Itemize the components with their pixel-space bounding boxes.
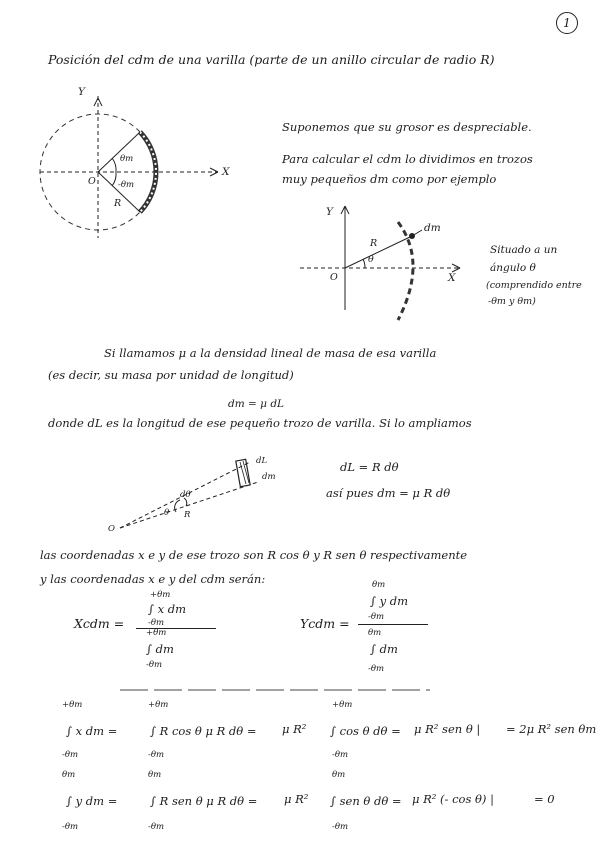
ycdm-num-upper: θm [372,580,386,590]
xcdm-label: Xcdm = [74,616,125,631]
fig3-r-label: R [184,510,191,520]
ycdm-num-lower: -θm [368,612,385,622]
fig2-x-axis-label: X [448,272,456,284]
fig2-origin-label: O [330,272,338,283]
fig3-dl-label: dL [256,456,268,466]
xcdm-num-upper: +θm [150,590,171,600]
int2-lower-3: -θm [332,822,349,832]
xcdm-numerator: ∫ x dm [148,602,187,616]
fig1-neg-theta-label: -θm [118,180,135,190]
ycdm-numerator: ∫ y dm [370,594,409,608]
fig2-dm-label: dm [424,222,441,234]
int1-part-f: = 2μ R² sen θm [506,722,597,736]
fig1-origin-label: O [88,176,96,187]
int2-upper-1: θm [62,770,76,780]
intro-line-3: muy pequeños dm como por ejemplo [282,172,497,186]
ycdm-den-upper: θm [368,628,382,638]
int1-part-a: ∫ x dm = [66,724,118,738]
int2-part-e: μ R² (- cos θ) | [412,792,494,806]
int1-lower-3: -θm [332,750,349,760]
int2-part-a: ∫ y dm = [66,794,118,808]
xcdm-den-upper: +θm [146,628,167,638]
note-line-2: ángulo θ [490,262,536,274]
int1-part-e: μ R² sen θ | [414,722,481,736]
ycdm-denominator: ∫ dm [370,642,398,656]
note-line-4: -θm y θm) [488,296,536,307]
fig3-origin-label: O [108,524,115,534]
int2-lower-1: -θm [62,822,79,832]
fig1-y-axis-label: Y [78,86,85,98]
fig1-x-axis-label: X [222,166,230,178]
xcdm-den-lower: -θm [146,660,163,670]
ycdm-den-lower: -θm [368,664,385,674]
int2-part-f: = 0 [534,792,555,806]
int2-lower-2: -θm [148,822,165,832]
fig2-y-axis-label: Y [326,206,333,218]
intro-line-2: Para calcular el cdm lo dividimos en trozos [282,152,533,166]
intro-line-1: Suponemos que su grosor es despreciable. [282,120,532,134]
int1-lower-2: -θm [148,750,165,760]
density-formula: dm = μ dL [228,398,285,410]
xcdm-num-lower: -θm [148,618,165,628]
int1-upper-2: +θm [148,700,169,710]
int2-part-c: μ R² [284,792,309,806]
int1-upper-3: +θm [332,700,353,710]
fig2-radius-label: R [370,238,378,249]
fig1-radius-label: R [114,198,122,209]
int2-upper-2: θm [148,770,162,780]
coords-line-1: las coordenadas x e y de ese trozo son R cos θ y R sen θ respectivamente [40,548,468,562]
int1-part-b: ∫ R cos θ μ R dθ = [150,724,257,738]
density-line-1: Si llamamos μ a la densidad lineal de masa de esa varilla [104,346,437,360]
fig2-theta-label: θ [368,254,374,265]
int1-upper-1: +θm [62,700,83,710]
eq-dm: así pues dm = μ R dθ [326,486,451,500]
fig1-theta-label: θm [120,154,134,164]
page-title: Posición del cdm de una varilla (parte de un anillo circular de radio R) [48,52,495,67]
xcdm-denominator: ∫ dm [146,642,174,656]
density-line-2: (es decir, su masa por unidad de longitud) [48,368,294,382]
int2-part-d: ∫ sen θ dθ = [330,794,402,808]
page-number: 1 [556,12,578,34]
int1-part-c: μ R² [282,722,307,736]
eq-dl: dL = R dθ [340,460,399,474]
coords-line-2: y las coordenadas x e y del cdm serán: [40,572,266,586]
int2-upper-3: θm [332,770,346,780]
fig3-dtheta-label: dθ [180,490,191,500]
density-line-3: donde dL es la longitud de ese pequeño trozo de varilla. Si lo ampliamos [48,416,472,430]
ycdm-label: Ycdm = [300,616,350,631]
ycdm-fraction-bar [358,624,428,625]
note-line-1: Situado a un [490,244,558,256]
note-line-3: (comprendido entre [486,280,582,291]
fig3-dm-label: dm [262,472,276,482]
int2-part-b: ∫ R sen θ μ R dθ = [150,794,258,808]
fig3-theta-label: θ [164,508,170,518]
int1-lower-1: -θm [62,750,79,760]
int1-part-d: ∫ cos θ dθ = [330,724,401,738]
